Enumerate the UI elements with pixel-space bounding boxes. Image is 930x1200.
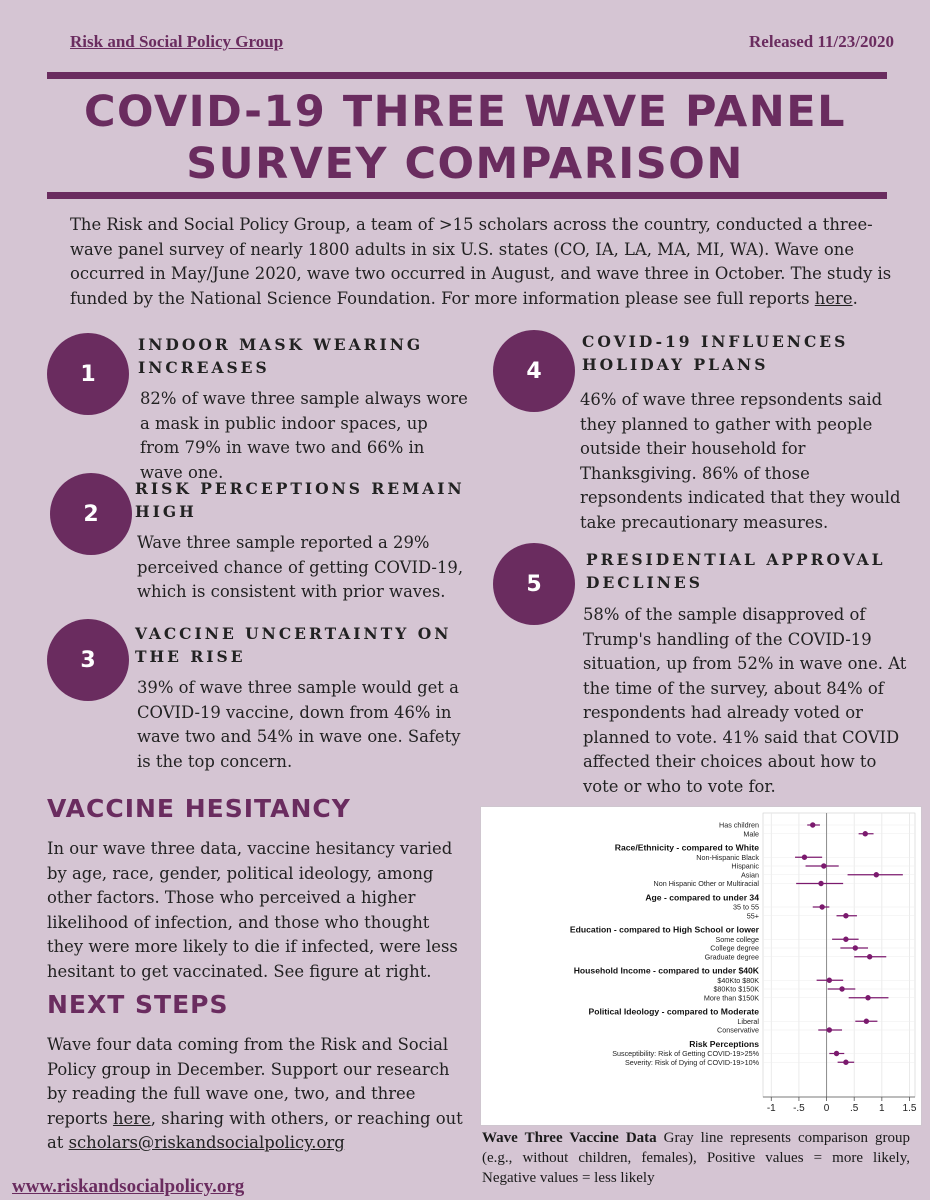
intro-text: The Risk and Social Policy Group, a team of >15 scholars across the country, conducted a three-wave panel survey of nearly 1800 adults in six U.S. states (CO, IA, LA, MA, MI, WA). Wave one occurred in May/June 2020, wave two occurred in August, and wave three in October. The study is funded by the National Science Foundation. For more information please see full reports (70, 215, 892, 308)
intro-paragraph (70, 213, 900, 311)
row-label-4: Hispanic (731, 861, 759, 871)
x-tick-label-2: 0 (823, 1103, 830, 1114)
row-label-13: Graduate degree (704, 952, 759, 962)
point-11 (843, 937, 848, 942)
row-label-15: $40Kto $80K (717, 975, 759, 985)
row-label-23: Severity: Risk of Dying of COVID-19>10% (624, 1057, 759, 1067)
point-3 (802, 855, 807, 860)
finding-5-heading-line-2: DECLINES (586, 573, 703, 592)
chart-caption-text: Gray line represents comparison group (e.g., without children, females), Positive values = more likely, Negative values = less likely (482, 1130, 910, 1186)
finding-5-heading-line-1: PRESIDENTIAL APPROVAL (586, 550, 886, 569)
row-label-6: Non Hispanic Other or Multiracial (653, 879, 759, 888)
point-0 (810, 822, 815, 827)
row-label-5: Asian (741, 870, 759, 880)
finding-4-text: 46% of wave three repsondents said they planned to gather with people outside their household for Thanksgiving. 86% of those repsondents indicated that they would take precautionary measures. (580, 390, 901, 532)
finding-4-badge: 4 (493, 330, 575, 412)
point-5 (874, 872, 879, 877)
finding-4-heading-line-2: HOLIDAY PLANS (582, 355, 769, 374)
finding-3-badge: 3 (47, 619, 129, 701)
x-tick-label-0: -1 (766, 1103, 776, 1114)
point-20 (827, 1027, 832, 1032)
finding-4-heading (582, 330, 902, 376)
row-label-20: Conservative (717, 1025, 759, 1035)
finding-2-badge: 2 (50, 473, 132, 555)
title-line-1: COVID-19 THREE WAVE PANEL (83, 87, 847, 137)
finding-1-heading-line-2: INCREASES (138, 358, 270, 377)
finding-1-heading-line-1: INDOOR MASK WEARING (138, 335, 424, 354)
finding-1-badge: 1 (47, 333, 129, 415)
point-23 (843, 1060, 848, 1065)
next-steps-text (47, 1033, 465, 1156)
chart-caption-title: Wave Three Vaccine Data (482, 1130, 657, 1146)
contact-email-link[interactable]: scholars@riskandsocialpolicy.org (68, 1133, 345, 1152)
point-22 (834, 1051, 839, 1056)
group-header-14: Household Income - compared to under $40K (573, 965, 759, 976)
point-9 (843, 913, 848, 918)
next-steps-reports-link[interactable]: here (112, 1108, 151, 1128)
finding-5-badge: 5 (493, 543, 575, 625)
point-1 (863, 831, 868, 836)
vaccine-coefficient-chart (480, 806, 922, 1126)
release-date: Released 11/23/2020 (749, 32, 894, 51)
finding-3-heading-line-1: VACCINE UNCERTAINTY ON (135, 624, 452, 643)
intro-reports-link[interactable]: here (814, 288, 853, 308)
x-tick-label-3: .5 (850, 1103, 859, 1114)
chart-caption (482, 1128, 910, 1188)
group-header-2: Race/Ethnicity - compared to White (614, 842, 759, 853)
footer-website-link[interactable]: www.riskandsocialpolicy.org (12, 1176, 245, 1197)
finding-3-heading (135, 622, 470, 668)
finding-3-heading-line-2: THE RISE (135, 647, 246, 666)
row-label-22: Susceptibility: Risk of Getting COVID-19>25% (612, 1049, 759, 1058)
finding-3-text: 39% of wave three sample would get a COVID-19 vaccine, down from 46% in wave two and 54% in wave one. Safety is the top concern. (137, 678, 461, 771)
x-tick-label-5: 1.5 (902, 1103, 917, 1114)
group-header-18: Political Ideology - compared to Moderate (588, 1006, 759, 1017)
point-12 (853, 945, 858, 950)
point-19 (864, 1019, 869, 1024)
bottom-rule (47, 192, 887, 199)
row-label-17: More than $150K (703, 993, 759, 1003)
row-label-19: Liberal (737, 1016, 759, 1026)
group-header-7: Age - compared to under 34 (645, 892, 759, 903)
point-17 (865, 995, 870, 1000)
row-label-16: $80Kto $150K (713, 984, 759, 994)
row-label-12: College degree (710, 943, 759, 953)
point-15 (827, 978, 832, 983)
coefficient-plot (481, 807, 921, 1125)
row-label-1: Male (743, 829, 759, 839)
finding-5-text: 58% of the sample disapproved of Trump's handling of the COVID-19 situation, up from 52% in wave one. At the time of the survey, about 84% of respondents had already voted or planned to vote. 41% said that COVID affected their choices about how to vote or who to vote for. (583, 605, 907, 796)
point-4 (821, 863, 826, 868)
title-line-2: SURVEY COMPARISON (186, 139, 744, 189)
row-label-9: 55+ (746, 911, 759, 921)
finding-1-text: 82% of wave three sample always wore a mask in public indoor spaces, up from 79% in wave two and 66% in wave one. (140, 389, 468, 482)
finding-5-heading (586, 548, 906, 594)
next-steps-heading: NEXT STEPS (47, 990, 229, 1019)
finding-2-heading (135, 477, 470, 523)
top-rule (47, 72, 887, 79)
row-label-0: Has children (719, 820, 759, 830)
x-tick-label-1: -.5 (793, 1103, 805, 1114)
point-6 (818, 881, 823, 886)
vaccine-hesitancy-text: In our wave three data, vaccine hesitancy varied by age, race, gender, political ideology, among other factors. Those who perceived a higher likelihood of infection, and those who thought they were more likely to die if infected, were less hesitant to get vaccinated. See figure at right. (47, 839, 458, 981)
group-header-21: Risk Perceptions (689, 1038, 759, 1049)
intro-end: . (852, 288, 858, 308)
finding-2-text: Wave three sample reported a 29% perceived chance of getting COVID-19, which is consistent with prior waves. (137, 533, 464, 601)
next-steps-body-2: , sharing with others, or reaching out at (47, 1108, 463, 1152)
point-16 (839, 986, 844, 991)
row-label-3: Non-Hispanic Black (696, 852, 759, 862)
group-header-10: Education - compared to High School or lower (569, 924, 759, 935)
finding-2-heading-line-1: RISK PERCEPTIONS REMAIN (135, 479, 465, 498)
page-title (40, 86, 890, 190)
point-8 (819, 904, 824, 909)
point-13 (867, 954, 872, 959)
x-tick-label-4: 1 (879, 1103, 885, 1114)
finding-2-heading-line-2: HIGH (135, 502, 197, 521)
row-label-8: 35 to 55 (733, 902, 759, 912)
finding-4-heading-line-1: COVID-19 INFLUENCES (582, 332, 849, 351)
org-name[interactable]: Risk and Social Policy Group (70, 32, 284, 51)
vaccine-hesitancy-heading: VACCINE HESITANCY (47, 794, 351, 823)
row-label-11: Some college (715, 934, 759, 944)
finding-1-heading (138, 333, 468, 379)
next-steps-body: Wave four data coming from the Risk and Social Policy group in December. Support our research by reading the full wave one, two, and three reports (47, 1035, 450, 1128)
